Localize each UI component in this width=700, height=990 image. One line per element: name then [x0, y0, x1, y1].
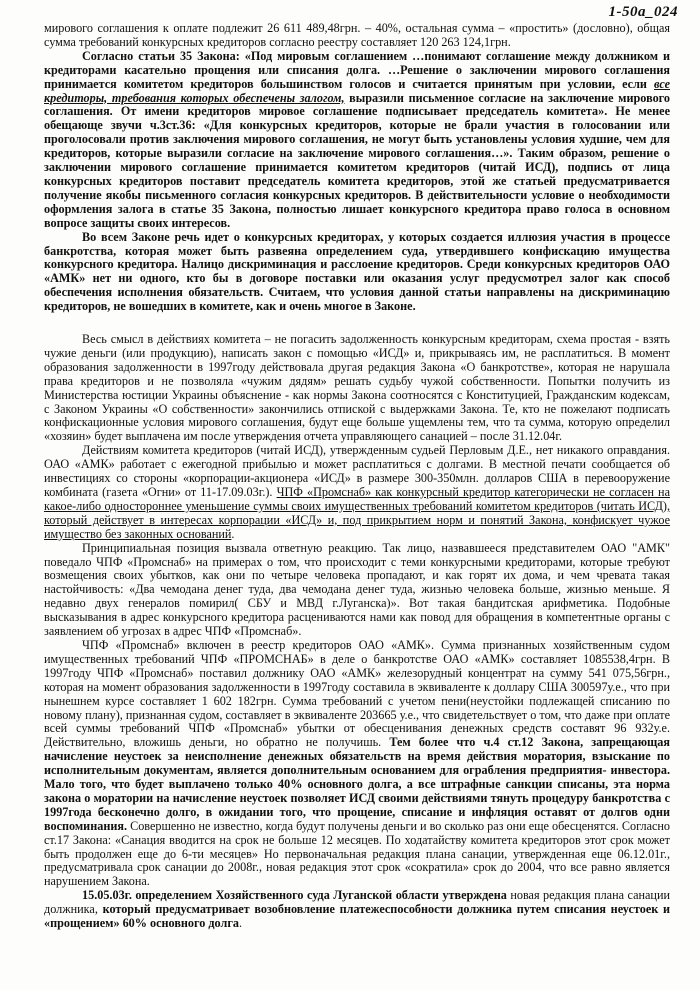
paragraph-5-part-a: Действиям комитета кредиторов (читай ИСД), утвержденным судьей Перловым Д.Е., нет никакого оправдания. ОАО «АМК» работает с ежегодной прибылью и может расплатиться с долгами. В местной печати сообщается об инвестициях со стороны «корпорации-акционера «ИСД» в размере 300-350млн. долларов США в перевооружение комбината (газета «Огни» от 11-17.09.03г.). [44, 443, 670, 499]
paragraph-2-part-c: выразили письменное согласие на заключение мирового соглашения. От имени кредиторов мировое соглашение подписывает председатель комитета». Не менее обещающе звучи ч.3ст.36: «Для конкурсных кредиторов, которые не брали участия в голосовании или проголосовали против заключения мирового соглашения, не могут быть установлены условия худшие, чем для кредиторов, которые выразили согласие на заключение мирового соглашения…». Таким образом, решение о заключении мирового соглашение принимается комитетом кредиторов (читай ИСД), подпись от лица конкурсных кредиторов поставит председатель комитета кредиторов, этой же статьей предусматривается получение якобы письменного согласия конкурсных кредиторов. В действительности условие о необходимости оформления залога в статье 35 Закона, полностью лишает конкурсного кредитора право голоса в основном вопросе защиты своих интересов. [44, 90, 670, 230]
page-id: 1-50а_024 [608, 4, 678, 20]
paragraph-8 [44, 889, 670, 931]
paragraph-8-part-b: новая редакция плана санации должника, [44, 888, 670, 917]
document-body [44, 22, 670, 931]
paragraph-8-bold-c: который предусматривает возобновление платежеспособности должника путем списания неустоек и «прощением» 60% основного долга [44, 902, 671, 931]
paragraph-7-part-a: ЧПФ «Промснаб» включен в реестр кредиторов ОАО «АМК». Сумма признанных хозяйственным судом имущественных требований ЧПФ «ПРОМСНАБ» в деле о банкротстве ОАО «АМК» составляет 1085538,4грн. В 1997году ЧПФ «Промснаб» поставил должнику ОАО «АМК» железорудный концентрат на сумму 541 075,56грн., которая на момент образования задолженности в 1997году составила в эквиваленте к доллару США 300597у.е., что при нынешнем курсе составляет 1 602 182грн. Сумма требований с учетом пени(неустойки подлежащей списанию по новому плану), признанная судом, составляет в эквиваленте 203665 у.е., что свидетельствует о том, что даже при оплате всей суммы требований ЧПФ «Промснаб» убытки от обесценивания денежных средств составят 96 932у.е. Действительно, вложишь деньги, но обратно не получишь. [44, 637, 670, 750]
paragraph-6: Принципиальная позиция вызвала ответную реакцию. Так лицо, назвавшееся представителем ОАО "АМК" поведало ЧПФ «Промснаб» на примерах о том, что происходит с теми конкурсными кредиторами, которые требуют возмещения своих убытков, как они по четыре человека пропадают, и как горят их дома, и чем чревата такая настойчивость: «Два чемодана денег туда, два чемодана денег туда, жизнью человека больше, жизнью меньше. Я недавно двух генералов помирил( СБУ и МВД г.Луганска)». Вот такая бандитская арифметика. Подобные высказывания в адрес конкурсного кредитора расцениваются нами как повод для обращения в компетентные органы с заявлением об угрозах в адрес ЧПФ «Промснаб». [44, 540, 670, 639]
paragraph-2 [44, 50, 670, 231]
paragraph-7-part-c: Совершенно не известно, когда будут получены деньги и во сколько раз они еще обесценятся. Согласно ст.17 Закона: «Санация вводится на срок не больше 12 месяцев. По ходатайству комитета кредиторов этот срок может быть продолжен еще до 6-ти месяцев» Но первоначальная редакция плана санации, утвержденная еще 06.12.01г., предусматривала срок санации до 2008г., новая редакция этот срок «сократила» срок до 2004, что все равно является нарушением Закона. [44, 818, 670, 889]
paragraph-7-bold: Тем более что ч.4 ст.12 Закона, запрещающая начисление неустоек за неисполнение денежных обязательств на время действия моратория, взыскание по исполнительным документам, является дополнительным основанием для ограбления предприятия- инвестора. Мало того, что будет выплачено только 40% основного долга, а все штрафные санкции списаны, эта норма закона о моратории на начисление неустоек позволяет ИСД своими действиями тянуть процедуру банкротства с 1997года бесконечно долго, в ожидании того, что прощение, списание и инфляция оставят от долгов одни воспоминания. [44, 735, 670, 833]
paragraph-5 [44, 444, 670, 541]
paragraph-5-underlined: ЧПФ «Промснаб» как конкурсный кредитор категорически не согласен на какое-либо одностороннее уменьшение суммы своих имущественных требований комитетом кредиторов (читать ИСД), который действует в интересах корпорации «ИСД» и, под прикрытием норм и понятий Закона, конфискует чужое имущество без законных оснований [44, 485, 670, 541]
paragraph-1: мирового соглашения к оплате подлежит 26 611 489,48грн. – 40%, остальная сумма – «простить» (дословно), общая сумма требований конкурсных кредиторов согласно реестру составляет 120 263 124,1грн. [44, 21, 670, 49]
paragraph-8-part-d: . [238, 916, 242, 931]
paragraph-2-part-a: Согласно статьи 35 Закона: «Под мировым соглашением …понимают соглашение между должником и кредиторами касательно прощения или списания долга. …Решение о заключении мирового соглашения принимается комитетом кредиторов большинством голосов и считается принятым при условии, если [44, 48, 670, 91]
paragraph-5-part-c: . [231, 526, 235, 541]
paragraph-3: Во всем Законе речь идет о конкурсных кредиторах, у которых создается иллюзия участия в процессе банкротства, которая может быть развеяна определением суда, утвердившего конфискацию имущества конкурсного кредитора. Налицо дискриминация и расслоение кредиторов. Среди конкурсных кредиторов ОАО «АМК» нет ни одного, кто бы в договоре поставки или оказания услуг предусмотрел залог как способ обеспечения исполнения обязательств. Считаем, что условия данной статьи направлены на дискриминацию кредиторов, не вошедших в комитете, как и очень многое в Законе. [44, 229, 670, 314]
paragraph-8-bold-a: 15.05.03г. определением Хозяйственного суда Луганской области утверждена [82, 888, 507, 903]
paragraph-7 [44, 639, 670, 889]
paragraph-4: Весь смысл в действиях комитета – не погасить задолженность конкурсным кредиторам, схема простая - взять чужие деньги (или продукцию), написать закон с помощью «ИСД» и, прикрываясь им, не расплатиться. В момент образования задолженности в 1997году действовала другая редакция Закона «О банкротстве», которая не нарушала права кредиторов и не позволяла «чужим дядям» решать судьбу чужой собственности. Попытки получить из Министерства юстиции Украины объяснение - как нормы Закона соотносятся с Конституцией, Гражданским кодексам, с Законом Украины «О собственности» закончились отпиской с выдержками Закона. Те, кто не пожелают подписать конфискационные условия мирового соглашения, будут еще больше ущемлены тем, что та сумма, которую определил «хозяин» будет выплачена им после утверждения отчета управляющего санацией – после 31.12.04г. [44, 332, 670, 444]
paragraph-2-emphasis: все кредиторы, требования которых обеспечены залогом, [44, 76, 670, 105]
